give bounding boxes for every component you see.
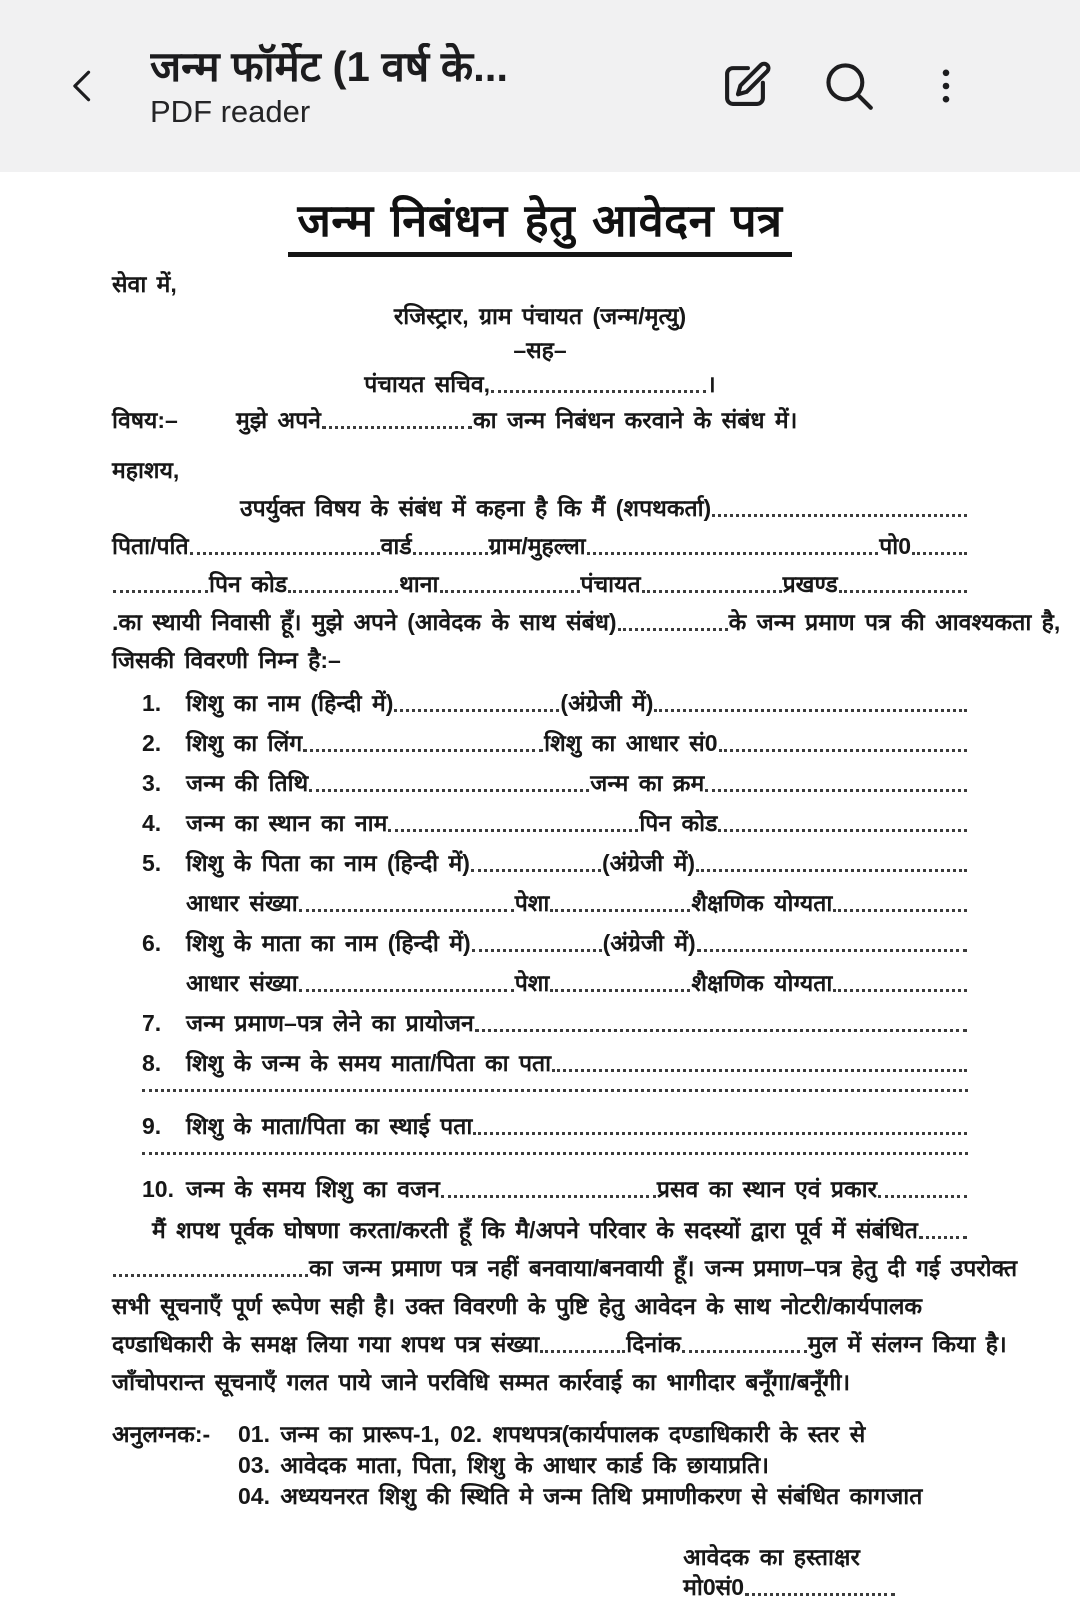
dotted-fill bbox=[550, 989, 690, 992]
resident-line bbox=[112, 607, 1061, 637]
dotted-fill bbox=[299, 909, 514, 912]
dotted-fill bbox=[697, 949, 967, 952]
annexure-label: अनुलग्नक:- bbox=[112, 1421, 211, 1447]
dotted-fill bbox=[473, 1132, 967, 1135]
mobile-number-line bbox=[683, 1572, 896, 1602]
edit-button[interactable] bbox=[716, 57, 774, 115]
dotted-fill bbox=[288, 590, 398, 593]
pdf-document-page[interactable] bbox=[0, 172, 1080, 1602]
panchayat-label: पंचायत bbox=[580, 571, 641, 597]
applicant-signature-label: आवेदक का हस्ताक्षर bbox=[683, 1544, 860, 1570]
item-label: जन्म के समय शिशु का वजन bbox=[186, 1176, 440, 1202]
form-item-3 bbox=[142, 769, 968, 798]
form-item-5 bbox=[142, 849, 968, 878]
intro-text: उपर्युक्त विषय के संबंध में कहना है कि मैं (शपथकर्ता) bbox=[240, 495, 712, 521]
form-item-6 bbox=[142, 929, 968, 958]
declaration-text: का जन्म प्रमाण पत्र नहीं बनवाया/बनवायी हूँ। जन्म प्रमाण–पत्र हेतु दी गई उपरोक्त bbox=[309, 1255, 1018, 1281]
kebab-menu-icon bbox=[924, 56, 968, 116]
father-line bbox=[112, 531, 968, 561]
dotted-fill bbox=[833, 989, 967, 992]
form-item-2 bbox=[142, 729, 968, 758]
mobile-number-label: मो0सं0 bbox=[683, 1574, 744, 1600]
pin-line bbox=[112, 569, 968, 599]
item-number: 5. bbox=[142, 850, 162, 876]
annexure-block bbox=[112, 1419, 968, 1512]
subject-label: विषय:– bbox=[112, 407, 178, 433]
dotted-fill bbox=[113, 1274, 308, 1277]
item-label: शिशु के माता का नाम (हिन्दी में) bbox=[186, 930, 471, 956]
item-label: जन्म की तिथि bbox=[186, 770, 309, 796]
dotted-fill bbox=[745, 1593, 895, 1596]
declaration-text: दण्डाधिकारी के समक्ष लिया गया शपथ पत्र संख्या bbox=[112, 1331, 540, 1357]
dotted-fill bbox=[190, 552, 380, 555]
addressee-line-3-text: पंचायत सचिव, bbox=[364, 371, 491, 397]
item-number: 7. bbox=[142, 1010, 162, 1036]
annexure-line-3: 04. अध्ययनरत शिशु की स्थिति मे जन्म तिथि प्रमाणीकरण से संबंधित कागजात bbox=[238, 1483, 923, 1509]
doc-title: जन्म निबंधन हेतु आवेदन पत्र bbox=[288, 194, 793, 257]
form-item-8 bbox=[142, 1049, 968, 1078]
dotted-fill bbox=[540, 1350, 625, 1353]
declaration-text: जाँचोपरान्त सूचनाएँ गलत पाये जाने परविधि सम्मत कार्रवाई का भागीदार बनूँगा/बनूँगी। bbox=[112, 1369, 851, 1395]
item-label-2: जन्म का क्रम bbox=[590, 770, 705, 796]
annexure-line-1: 01. जन्म का प्रारूप-1, 02. शपथपत्र(कार्यपालक दण्डाधिकारी के स्तर से bbox=[238, 1421, 866, 1447]
pin-code-label: पिन कोड bbox=[209, 571, 288, 597]
item-number: 3. bbox=[142, 770, 162, 796]
document-title-header: जन्म फॉर्मेट (1 वर्ष के... bbox=[150, 43, 509, 91]
item-number: 10. bbox=[142, 1176, 174, 1202]
addressee-line-3 bbox=[364, 369, 715, 399]
item-number: 2. bbox=[142, 730, 162, 756]
dotted-fill bbox=[440, 590, 580, 593]
item-number: 1. bbox=[142, 690, 162, 716]
item-label: जन्म का स्थान का नाम bbox=[186, 810, 388, 836]
item-label: शिशु का लिंग bbox=[186, 730, 303, 756]
form-item-10 bbox=[142, 1175, 968, 1204]
item-label: शिशु के माता/पिता का स्थाई पता bbox=[186, 1113, 473, 1139]
item-label-2: पिन कोड bbox=[639, 810, 718, 836]
item-label: आधार संख्या bbox=[186, 890, 298, 916]
dotted-fill bbox=[705, 789, 967, 792]
declaration-text: मुल में संलग्न किया है। bbox=[807, 1331, 1007, 1357]
item-label-3: शैक्षणिक योग्यता bbox=[691, 890, 833, 916]
continuation-dotted-line bbox=[142, 1152, 968, 1155]
dotted-fill bbox=[919, 1236, 967, 1239]
form-item-9 bbox=[142, 1112, 968, 1141]
declaration-text: मैं शपथ पूर्वक घोषणा करता/करती हूँ कि मै/अपने परिवार के सदस्यों द्वारा पूर्व में संबंधित bbox=[152, 1217, 918, 1243]
declaration-line-3 bbox=[112, 1291, 968, 1321]
resident-post: के जन्म प्रमाण पत्र की आवश्यकता है, bbox=[728, 609, 1061, 635]
dotted-fill bbox=[696, 869, 967, 872]
signature-block bbox=[683, 1542, 896, 1602]
item-label-2: पेशा bbox=[514, 970, 550, 996]
post-office-label: पो0 bbox=[879, 533, 911, 559]
dotted-fill bbox=[642, 590, 782, 593]
form-item-4 bbox=[142, 809, 968, 838]
resident-pre: .का स्थायी निवासी हूँ। मुझे अपने (आवेदक के साथ संबंध) bbox=[112, 609, 617, 635]
declaration-line-2 bbox=[112, 1253, 1018, 1283]
dotted-fill bbox=[833, 909, 967, 912]
police-station-label: थाना bbox=[399, 571, 439, 597]
form-item-5-aadhaar bbox=[186, 889, 968, 918]
item-number: 9. bbox=[142, 1113, 162, 1139]
item-label-2: पेशा bbox=[514, 890, 550, 916]
date-label: दिनांक bbox=[626, 1331, 681, 1357]
dotted-fill bbox=[472, 949, 602, 952]
doc-title-wrap bbox=[112, 194, 968, 257]
back-button[interactable] bbox=[58, 58, 110, 114]
dotted-fill bbox=[299, 989, 514, 992]
details-heading: जिसकी विवरणी निम्न है:– bbox=[112, 647, 341, 673]
village-label: ग्राम/मुहल्ला bbox=[488, 533, 586, 559]
declaration-line-1 bbox=[112, 1215, 968, 1245]
item-number: 8. bbox=[142, 1050, 162, 1076]
app-bar bbox=[0, 0, 1080, 172]
appbar-titles bbox=[150, 43, 508, 128]
dotted-fill bbox=[388, 829, 638, 832]
back-arrow-icon bbox=[62, 60, 106, 112]
item-label: शिशु के पिता का नाम (हिन्दी में) bbox=[186, 850, 470, 876]
declaration-line-4 bbox=[112, 1329, 1007, 1359]
overflow-menu-button[interactable] bbox=[924, 56, 968, 116]
item-label-2: (अंग्रेजी में) bbox=[560, 690, 654, 716]
salutation: सेवा में, bbox=[112, 271, 177, 297]
item-number: 6. bbox=[142, 930, 162, 956]
block-label: प्रखण्ड bbox=[782, 571, 838, 597]
dotted-fill bbox=[550, 909, 690, 912]
item-label-2: (अंग्रेजी में) bbox=[601, 850, 695, 876]
dotted-fill bbox=[712, 514, 967, 517]
form-item-6-aadhaar bbox=[186, 969, 968, 998]
form-item-7 bbox=[142, 1009, 968, 1038]
dotted-fill bbox=[475, 1029, 967, 1032]
dotted-fill bbox=[413, 552, 488, 555]
father-label: पिता/पति bbox=[112, 533, 189, 559]
dotted-fill bbox=[113, 590, 208, 593]
dotted-fill bbox=[309, 789, 589, 792]
appbar-actions bbox=[716, 56, 968, 116]
dotted-fill bbox=[491, 390, 706, 393]
dotted-fill bbox=[618, 628, 728, 631]
continuation-dotted-line bbox=[142, 1089, 968, 1092]
search-icon bbox=[820, 57, 878, 115]
form-item-1 bbox=[142, 689, 968, 718]
item-label-2: शिशु का आधार सं0 bbox=[544, 730, 718, 756]
item-label-2: (अंग्रेजी में) bbox=[602, 930, 696, 956]
item-label: शिशु के जन्म के समय माता/पिता का पता bbox=[186, 1050, 552, 1076]
dotted-fill bbox=[718, 829, 967, 832]
subject-line bbox=[112, 405, 968, 435]
addressee-line-3-end: । bbox=[707, 371, 716, 397]
addressee-block bbox=[112, 301, 968, 399]
item-label-3: शैक्षणिक योग्यता bbox=[691, 970, 833, 996]
dotted-fill bbox=[839, 590, 967, 593]
dotted-fill bbox=[441, 1195, 656, 1198]
subject-pre: मुझे अपने bbox=[236, 407, 321, 433]
greeting: महाशय, bbox=[112, 457, 180, 483]
annexure-line-2: 03. आवेदक माता, पिता, शिशु के आधार कार्ड कि छायाप्रति। bbox=[238, 1452, 770, 1478]
dotted-fill bbox=[719, 749, 967, 752]
dotted-fill bbox=[303, 749, 543, 752]
dotted-fill bbox=[552, 1069, 967, 1072]
subject-post: का जन्म निबंधन करवाने के संबंध में। bbox=[472, 407, 798, 433]
intro-line bbox=[112, 493, 968, 523]
annexure-lines bbox=[238, 1419, 922, 1512]
declaration-line-5 bbox=[112, 1367, 968, 1397]
dotted-fill bbox=[587, 552, 879, 555]
dotted-fill bbox=[471, 869, 601, 872]
dotted-fill bbox=[912, 552, 967, 555]
dotted-fill bbox=[878, 1195, 967, 1198]
ward-label: वार्ड bbox=[380, 533, 412, 559]
dotted-fill bbox=[394, 709, 559, 712]
app-name-label: PDF reader bbox=[150, 93, 311, 129]
item-label-2: प्रसव का स्थान एवं प्रकार bbox=[656, 1176, 878, 1202]
declaration-text: सभी सूचनाएँ पूर्ण रूपेण सही है। उक्त विवरणी के पुष्टि हेतु आवेदन के साथ नोटरी/कार्यपालक bbox=[112, 1293, 923, 1319]
addressee-line-1: रजिस्ट्रार, ग्राम पंचायत (जन्म/मृत्यु) bbox=[393, 303, 687, 329]
search-button[interactable] bbox=[820, 57, 878, 115]
item-label: शिशु का नाम (हिन्दी में) bbox=[186, 690, 394, 716]
dotted-fill bbox=[322, 426, 472, 429]
edit-compose-icon bbox=[716, 57, 774, 115]
addressee-line-2: –सह– bbox=[513, 337, 567, 363]
item-number: 4. bbox=[142, 810, 162, 836]
item-label: आधार संख्या bbox=[186, 970, 298, 996]
item-label: जन्म प्रमाण–पत्र लेने का प्रायोजन bbox=[186, 1010, 474, 1036]
dotted-fill bbox=[682, 1350, 807, 1353]
dotted-fill bbox=[654, 709, 967, 712]
